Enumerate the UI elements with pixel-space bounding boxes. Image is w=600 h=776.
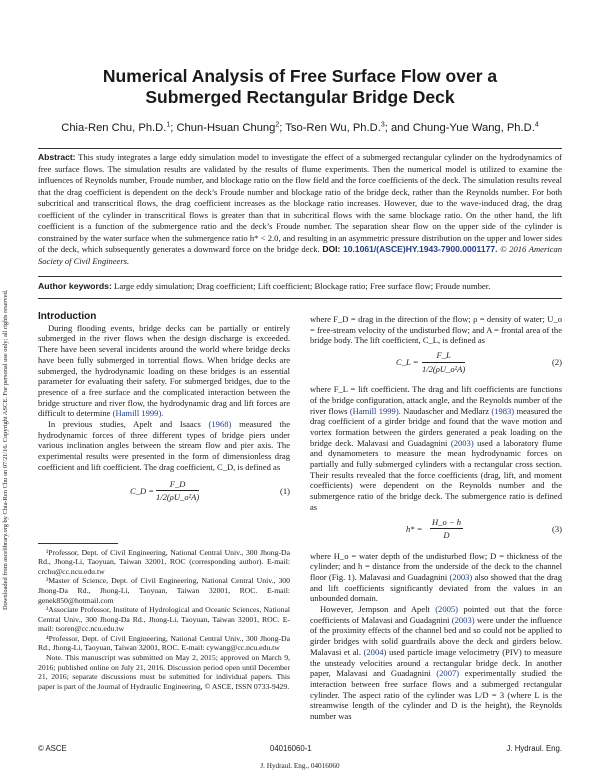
keywords-bottom-rule <box>38 298 562 299</box>
intro-paragraph-1: During flooding events, bridge decks can be partially or entirely submerged in the river flows when the design discharge is exceeded. There have been several incidents around the world where bridge decks have been fully submerged in torrential flows. When bridge decks are submerged, the hydrodynamic loading on these bridges is an essential parameter for evaluating their safety. For submerged bridges, due to the presence of a free surface and the complicated interaction between the bridge structure and river flow, the hydrodynamic drag and lift forces are difficult to determine (Hamill 1999). <box>38 322 290 419</box>
keywords-text: Large eddy simulation; Drag coefficient; Lift coefficient; Blockage ratio; Free surface flow; Froude number. <box>114 281 491 291</box>
author-list <box>40 121 560 134</box>
paper-title <box>40 66 560 108</box>
body-paragraph: However, Jempson and Apelt (2005) pointed out that the force coefficients of Malavasi and Guadagnini (2003) were under the influence of the proximity effects of the channel bed and so could not be applied to girder bridges with solid guardrails above the deck and girders below. Malavasi et al. (2004) used particle image velocimetry (PIV) to measure the unsteady velocities around a rectangular bridge deck. In another paper, Malavasi and Guadagnini (2007) experimentally studied the interaction between free surface flows and a submerged rectangular cylinder. The aspect ratio of the cylinder was L/D = 3 (where L is the streamwise length of the cylinder and D is the height), the Reynolds number was <box>310 604 563 722</box>
footer-left: © ASCE <box>38 744 67 753</box>
footnote: ⁴Professor, Dept. of Civil Engineering, National Central Univ., 300 Jhong-Da Rd., Jhong-Li, Taoyuan, Taiwan 32001, ROC. E-mail: cywang@cc.ncu.edu.tw <box>38 633 290 653</box>
citation-link[interactable]: (2003) <box>450 437 474 448</box>
footer-journal: J. Hydraul. Eng. <box>506 744 562 753</box>
citation-link[interactable]: (1983) <box>491 405 515 416</box>
equation-lhs: h* = <box>406 523 423 534</box>
equation-1 <box>38 479 290 509</box>
body-paragraph: where F_L = lift coefficient. The drag and lift coefficients are functions of the bridge configuration, attack angle, and the Reynolds number of the river flows (Hamill 1999). Naudascher and Medlarz (1983) measured the drag coefficient of a girder bridge and found that the wave motion and vortex formation between the girders generated a peak loading on the bridge deck. Malavasi and Guadagnini (2003) used a laboratory flume and dynamometers to measure the mean hydrodynamic forces on partially and fully submerged cylinders with a rectangular cross section. Their results revealed that the force coefficients (drag, lift, and moment coefficients) were dependent on the Reynolds number and the submergence ratio of the bridge deck. The submergence ratio is defined as <box>310 384 562 512</box>
abstract-top-rule <box>38 148 562 149</box>
keywords-rule <box>38 276 562 277</box>
equation-number: (3) <box>552 523 562 534</box>
right-column <box>310 314 562 722</box>
footnote: Note. This manuscript was submitted on May 2, 2015; approved on March 9, 2016; published online on July 21, 2016. Discussion period open until December 21, 2016; separate discussions must be submitted for individual papers. This paper is part of the Journal of Hydraulic Engineering, © ASCE, ISSN 0733-9429. <box>38 653 290 691</box>
abstract <box>38 152 562 267</box>
title-line-1: Numerical Analysis of Free Surface Flow over a <box>102 66 498 86</box>
left-column <box>38 312 290 691</box>
copyright: © 2016 American Society of Civil Engineers. <box>38 244 563 266</box>
citation-link[interactable]: (2005) <box>435 604 458 615</box>
equation-fraction: $\frac{F\_L}{\text{1/2(ρU\_o²A)}}$ <box>422 350 466 374</box>
footnotes <box>38 548 290 692</box>
footnote: ²Master of Science, Dept. of Civil Engineering, National Central Univ., 300 Jhong-Da Rd., Jhong-Li, Taoyuan, Taiwan 32001, ROC. E-mail: genek850@hotmail.com <box>38 576 290 605</box>
footer-citation: J. Hydraul. Eng., 04016060 <box>260 762 340 770</box>
citation-link[interactable]: (1968) <box>208 419 232 430</box>
author-keywords <box>38 281 562 292</box>
citation-link[interactable]: (2003) <box>449 571 473 582</box>
author: Chun-Hsuan Chung$^2$; <box>176 121 286 134</box>
doi-link[interactable]: 10.1061/(ASCE)HY.1943-7900.0001177. <box>343 244 498 255</box>
title-line-2: Submerged Rectangular Bridge Deck <box>145 87 455 107</box>
equation-3 <box>310 517 562 547</box>
author: Chia-Ren Chu, Ph.D.$^1$; <box>61 121 177 134</box>
intro-paragraph-2: In previous studies, Apelt and Isaacs (1968) measured the hydrodynamic forces of three different types of bridge piers under various inclination angles between the stream flow and pier axis. The experimental results were presented in the form of dimensionless drag coefficient and lift coefficient. The drag coefficient, C_D, is defined as <box>38 419 290 472</box>
body-paragraph: where F_D = drag in the direction of the flow; ρ = density of water; U_o = free-stream velocity of the undisturbed flow; and A = frontal area of the bridge body. The lift coefficient, C_L, is defined as <box>310 314 562 346</box>
footnote: ¹Professor, Dept. of Civil Engineering, National Central Univ., 300 Jhong-Da Rd., Jhong-Li, Taoyuan, Taiwan 32001, ROC (corresponding author). E-mail: crchu@cc.ncu.edu.tw <box>38 547 290 576</box>
equation-number: (1) <box>280 485 290 496</box>
abstract-label: Abstract: <box>38 152 76 162</box>
citation-link[interactable]: (Hamill 1999). <box>349 405 401 416</box>
equation-2 <box>310 350 562 380</box>
footnote: ³Associate Professor, Institute of Hydrological and Oceanic Sciences, National Central Univ., 300 Jhong-Da Rd., Jhong-Li, Taoyuan, Taiwan 32001, ROC. E-mail: tsoren@cc.ncu.edu.tw <box>38 605 290 634</box>
footnote-rule <box>38 543 118 544</box>
keywords-label: Author keywords: <box>38 281 112 291</box>
equation-number: (2) <box>552 357 562 368</box>
equation-lhs: C_D = <box>130 485 155 496</box>
citation-link[interactable]: (2004) <box>363 646 387 657</box>
author: Tso-Ren Wu, Ph.D.$^3$; and <box>285 121 413 134</box>
section-heading: Introduction <box>38 311 97 322</box>
equation-fraction: $\frac{H\_o - h}{D}$ <box>432 516 462 541</box>
citation-link[interactable]: (Hamill 1999). <box>112 408 164 419</box>
footer-page-id: 04016060-1 <box>270 744 312 753</box>
equation-fraction: $\frac{F\_D}{\text{1/2(ρU\_o²A)}}$ <box>156 478 200 503</box>
doi-label: DOI: <box>322 244 341 255</box>
citation-link[interactable]: (2003) <box>451 614 475 625</box>
download-sidebar <box>2 170 14 610</box>
download-notice: Downloaded from ascelibrary.org by Chia-Ren Chu on 07/21/16. Copyright ASCE. For personal use only; all rights reserved. <box>2 289 9 610</box>
body-paragraph: where H_o = water depth of the undisturbed flow; D = thickness of the cylinder; and h = distance from the underside of the deck to the channel floor (Fig. 1). Malavasi and Guadagnini (2003) also showed that the drag and lift coefficients significantly deviated from the values in an unbounded domain. <box>310 550 563 604</box>
author: Chung-Yue Wang, Ph.D.$^4$ <box>412 121 539 134</box>
citation-link[interactable]: (2007) <box>436 668 460 679</box>
abstract-text: This study integrates a large eddy simulation model to investigate the effect of a submerged rectangular cylinder on the hydrodynamics of free surface flows. The simulation results are validated by the results of flume experiments. Then the numerical model is utilized to examine the influences of Reynolds number, Froude number, and blockage ratio on the flow field and the force coefficients of the deck. The simulation results reveal that the drag coefficient is dependent on the deck’s Froude number and blockage ratio of the bridge deck, rather than the Reynolds number. For both subcritical and transcritical flows, the drag coefficient increases as the blockage ratio increases. However, due to the wave-induced drag, the drag coefficient of the cylinder in transcritical flows is greater than that in subcritical flows with the same blockage ratio. On the other hand, the lift coefficient is a function of the submergence ratio and the deck’s Froude number. The separation shear flow on the upper side of the cylinder is constrained by the water surface when the submergence ratio h* < 2.0, and resulting in an asymmetric pressure distribution on the upper and lower sides of the deck, which subsequently generates a downward force on the bridge deck. <box>38 152 562 255</box>
equation-lhs: C_L = <box>396 357 419 368</box>
